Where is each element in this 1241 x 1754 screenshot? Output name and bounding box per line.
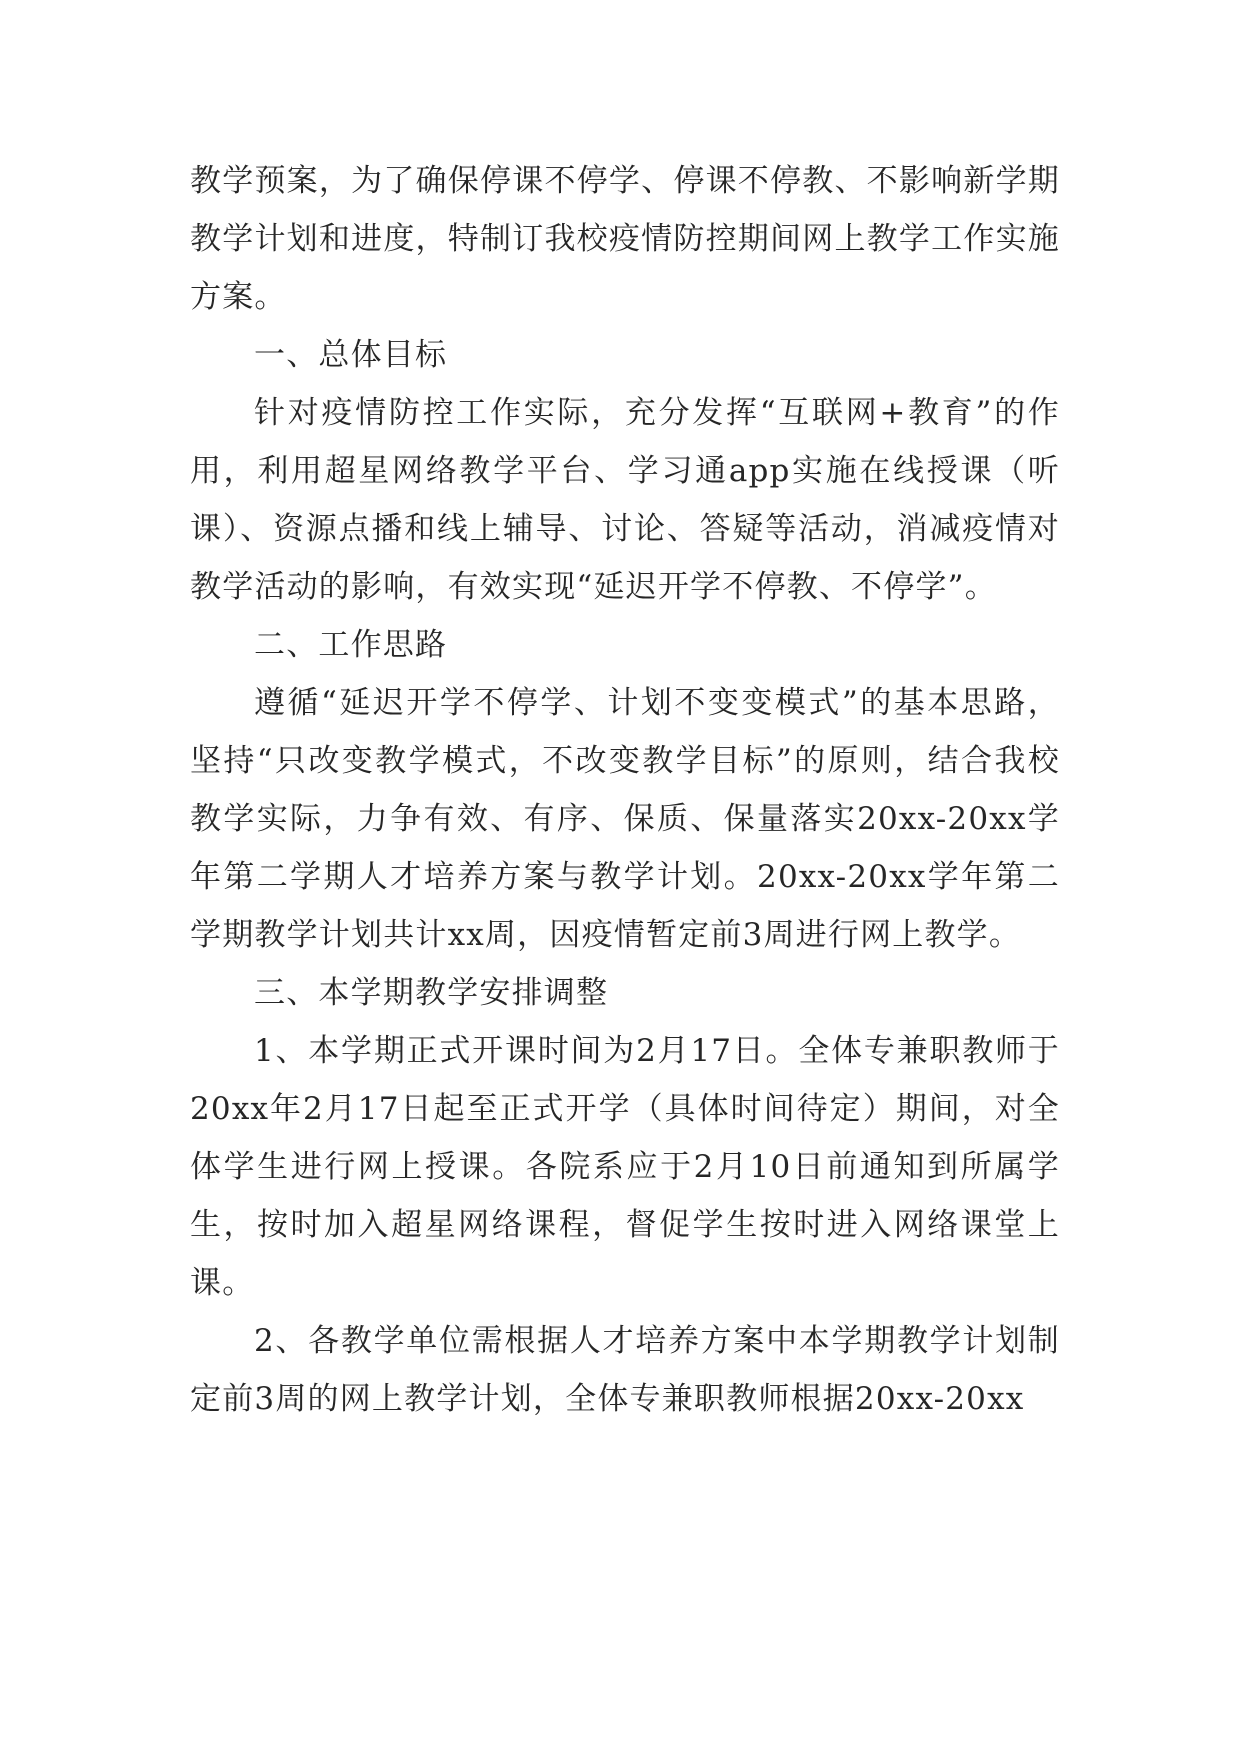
document-body	[190, 152, 1060, 1428]
heading-work-approach: 二、工作思路	[254, 627, 448, 663]
paragraph-schedule-item-1: 1、本学期正式开课时间为2月17日。全体专兼职教师于20xx年2月17日起至正式开学（具体时间待定）期间，对全体学生进行网上授课。各院系应于2月10日前通知到所属学生，按时加入超星网络课程，督促学生按时进入网络课堂上课。	[190, 1033, 1060, 1301]
heading-schedule-adjustment: 三、本学期教学安排调整	[254, 975, 609, 1011]
paragraph-intro: 教学预案，为了确保停课不停学、停课不停教、不影响新学期教学计划和进度，特制订我校疫情防控期间网上教学工作实施方案。	[190, 163, 1060, 315]
paragraph-work-approach: 遵循“延迟开学不停学、计划不变变模式”的基本思路，坚持“只改变教学模式，不改变教学目标”的原则，结合我校教学实际，力争有效、有序、保质、保量落实20xx-20xx学年第二学期人才培养方案与教学计划。20xx-20xx学年第二学期教学计划共计xx周，因疫情暂定前3周进行网上教学。	[190, 685, 1060, 953]
paragraph-schedule-item-2: 2、各教学单位需根据人才培养方案中本学期教学计划制定前3周的网上教学计划，全体专兼职教师根据20xx-20xx	[190, 1323, 1060, 1417]
heading-overall-goal: 一、总体目标	[254, 337, 448, 373]
paragraph-overall-goal: 针对疫情防控工作实际，充分发挥“互联网+教育”的作用，利用超星网络教学平台、学习通app实施在线授课（听课）、资源点播和线上辅导、讨论、答疑等活动，消减疫情对教学活动的影响，有效实现“延迟开学不停教、不停学”。	[190, 395, 1060, 605]
